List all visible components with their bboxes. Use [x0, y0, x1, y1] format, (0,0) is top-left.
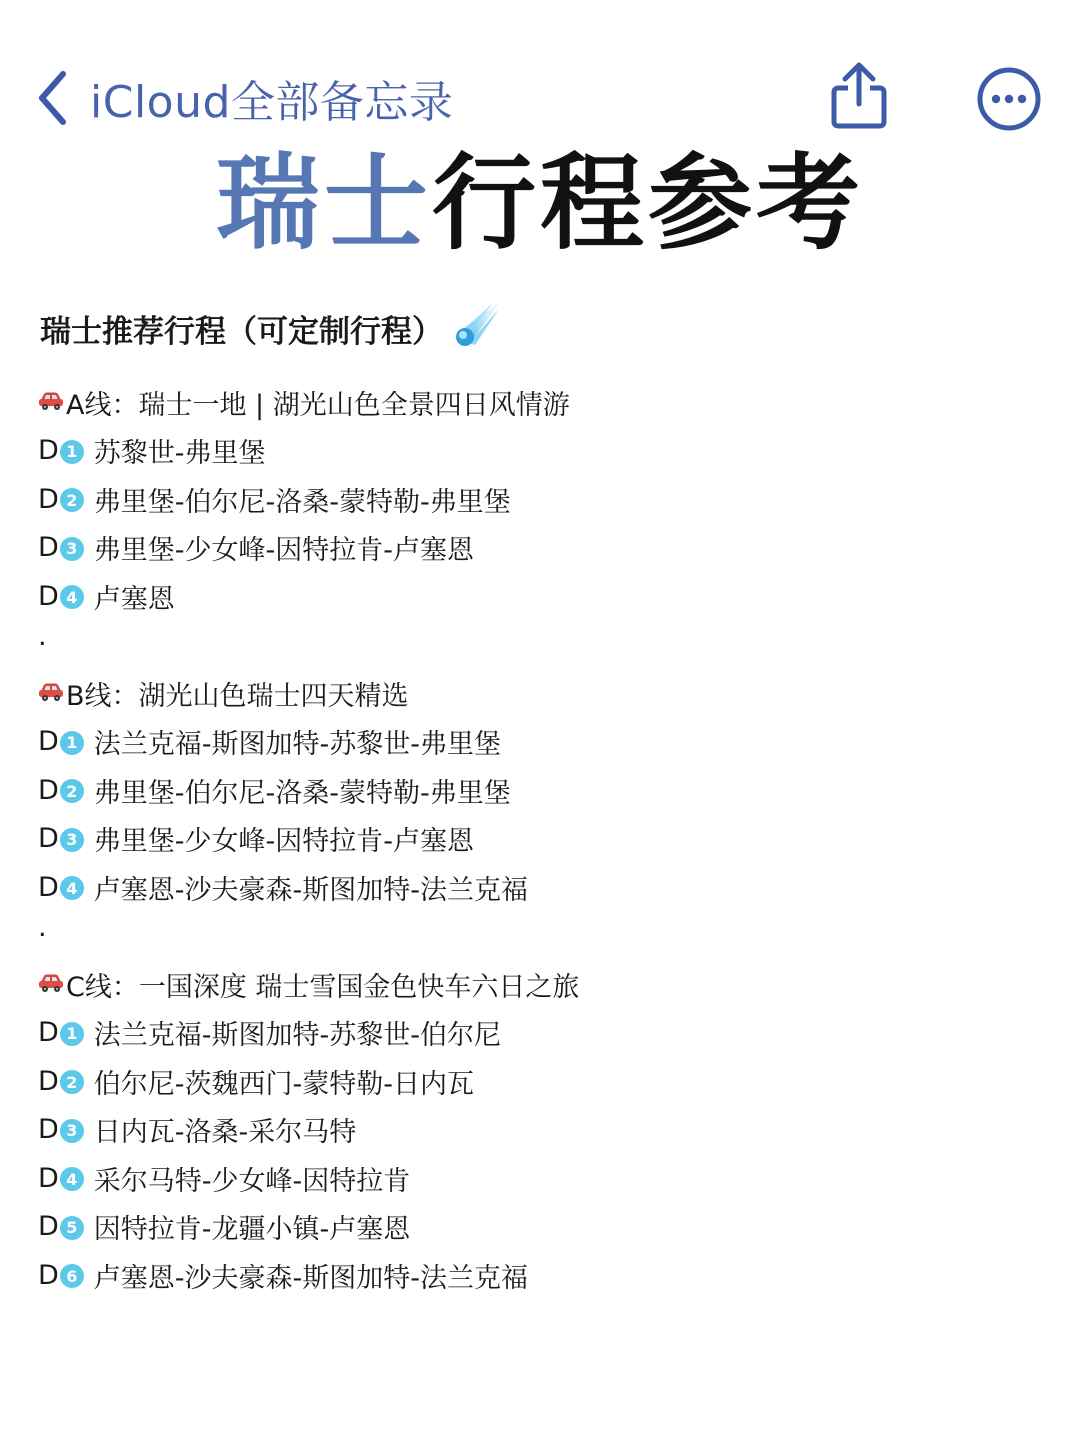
navigation-bar [0, 56, 1080, 140]
day-itinerary-text: 因特拉肯-龙疆小镇-卢塞恩 [93, 1214, 411, 1246]
route-heading [38, 669, 1038, 718]
day-letter: D [38, 580, 59, 612]
separator-dot: . [38, 911, 47, 943]
day-row [38, 766, 1038, 815]
day-number-badge: 2 [60, 779, 84, 803]
day-itinerary-text: 采尔马特-少女峰-因特拉肯 [93, 1165, 411, 1197]
day-itinerary-text: 弗里堡-少女峰-因特拉肯-卢塞恩 [93, 826, 475, 858]
day-row [38, 524, 1038, 573]
day-itinerary-text: 法兰克福-斯图加特-苏黎世-伯尔尼 [93, 1020, 502, 1052]
day-number-badge: 3 [60, 1119, 84, 1143]
day-row [38, 1106, 1038, 1155]
note-subtitle [40, 300, 503, 356]
route-heading-text: C线：一国深度 瑞士雪国金色快车六日之旅 [66, 971, 580, 1003]
back-button[interactable] [36, 60, 453, 136]
car-icon [38, 678, 64, 709]
day-row [38, 572, 1038, 621]
day-letter: D [38, 1211, 59, 1243]
day-number-badge: 1 [60, 440, 84, 464]
day-number-badge: 6 [60, 1264, 84, 1288]
route-heading [38, 378, 1038, 427]
more-button[interactable] [976, 66, 1042, 132]
day-letter: D [38, 871, 59, 903]
day-itinerary-text: 法兰克福-斯图加特-苏黎世-弗里堡 [93, 729, 502, 761]
day-letter: D [38, 823, 59, 855]
day-letter: D [38, 532, 59, 564]
day-number-badge: 3 [60, 537, 84, 561]
day-number-badge: 2 [60, 488, 84, 512]
day-number-badge: 5 [60, 1216, 84, 1240]
day-itinerary-text: 弗里堡-伯尔尼-洛桑-蒙特勒-弗里堡 [93, 486, 511, 518]
day-itinerary-text: 卢塞恩 [93, 583, 175, 615]
day-letter: D [38, 1017, 59, 1049]
day-letter: D [38, 435, 59, 467]
day-letter: D [38, 483, 59, 515]
day-number-badge: 1 [60, 1022, 84, 1046]
day-row [38, 718, 1038, 767]
day-row [38, 1009, 1038, 1058]
day-letter: D [38, 1162, 59, 1194]
day-number-badge: 1 [60, 731, 84, 755]
share-button[interactable] [826, 60, 892, 132]
day-itinerary-text: 日内瓦-洛桑-采尔马特 [93, 1117, 357, 1149]
share-icon [826, 117, 892, 136]
car-icon [38, 387, 64, 418]
day-number-badge: 4 [60, 585, 84, 609]
day-letter: D [38, 726, 59, 758]
day-letter: D [38, 1259, 59, 1291]
day-row [38, 1203, 1038, 1252]
chevron-left-icon [36, 70, 68, 126]
title-part-1: 瑞士 [215, 142, 432, 264]
day-row [38, 815, 1038, 864]
title-part-2: 行程参考 [432, 142, 865, 264]
car-icon [38, 969, 64, 1000]
day-itinerary-text: 卢塞恩-沙夫豪森-斯图加特-法兰克福 [93, 874, 529, 906]
day-row [38, 1154, 1038, 1203]
separator-dot: . [38, 620, 47, 652]
route-heading-text: B线：湖光山色瑞士四天精选 [66, 680, 409, 712]
day-itinerary-text: 伯尔尼-茨魏西门-蒙特勒-日内瓦 [93, 1068, 475, 1100]
day-letter: D [38, 1065, 59, 1097]
day-number-badge: 2 [60, 1070, 84, 1094]
route-heading-text: A线：瑞士一地 | 湖光山色全景四日风情游 [66, 389, 570, 421]
day-letter: D [38, 1114, 59, 1146]
day-letter: D [38, 774, 59, 806]
back-label: iCloud全部备忘录 [90, 77, 454, 128]
day-itinerary-text: 苏黎世-弗里堡 [93, 438, 266, 470]
day-row [38, 427, 1038, 476]
day-itinerary-text: 弗里堡-少女峰-因特拉肯-卢塞恩 [93, 535, 475, 567]
note-body [38, 378, 1038, 1300]
day-row [38, 1251, 1038, 1300]
page-title [0, 140, 1080, 266]
day-row [38, 1057, 1038, 1106]
route-heading [38, 960, 1038, 1009]
day-number-badge: 3 [60, 828, 84, 852]
day-number-badge: 4 [60, 876, 84, 900]
day-number-badge: 4 [60, 1167, 84, 1191]
day-row [38, 863, 1038, 912]
more-icon [976, 117, 1042, 136]
comet-icon [453, 299, 503, 357]
day-itinerary-text: 卢塞恩-沙夫豪森-斯图加特-法兰克福 [93, 1262, 529, 1294]
subtitle-text: 瑞士推荐行程（可定制行程） [40, 313, 443, 350]
day-row [38, 475, 1038, 524]
day-itinerary-text: 弗里堡-伯尔尼-洛桑-蒙特勒-弗里堡 [93, 777, 511, 809]
